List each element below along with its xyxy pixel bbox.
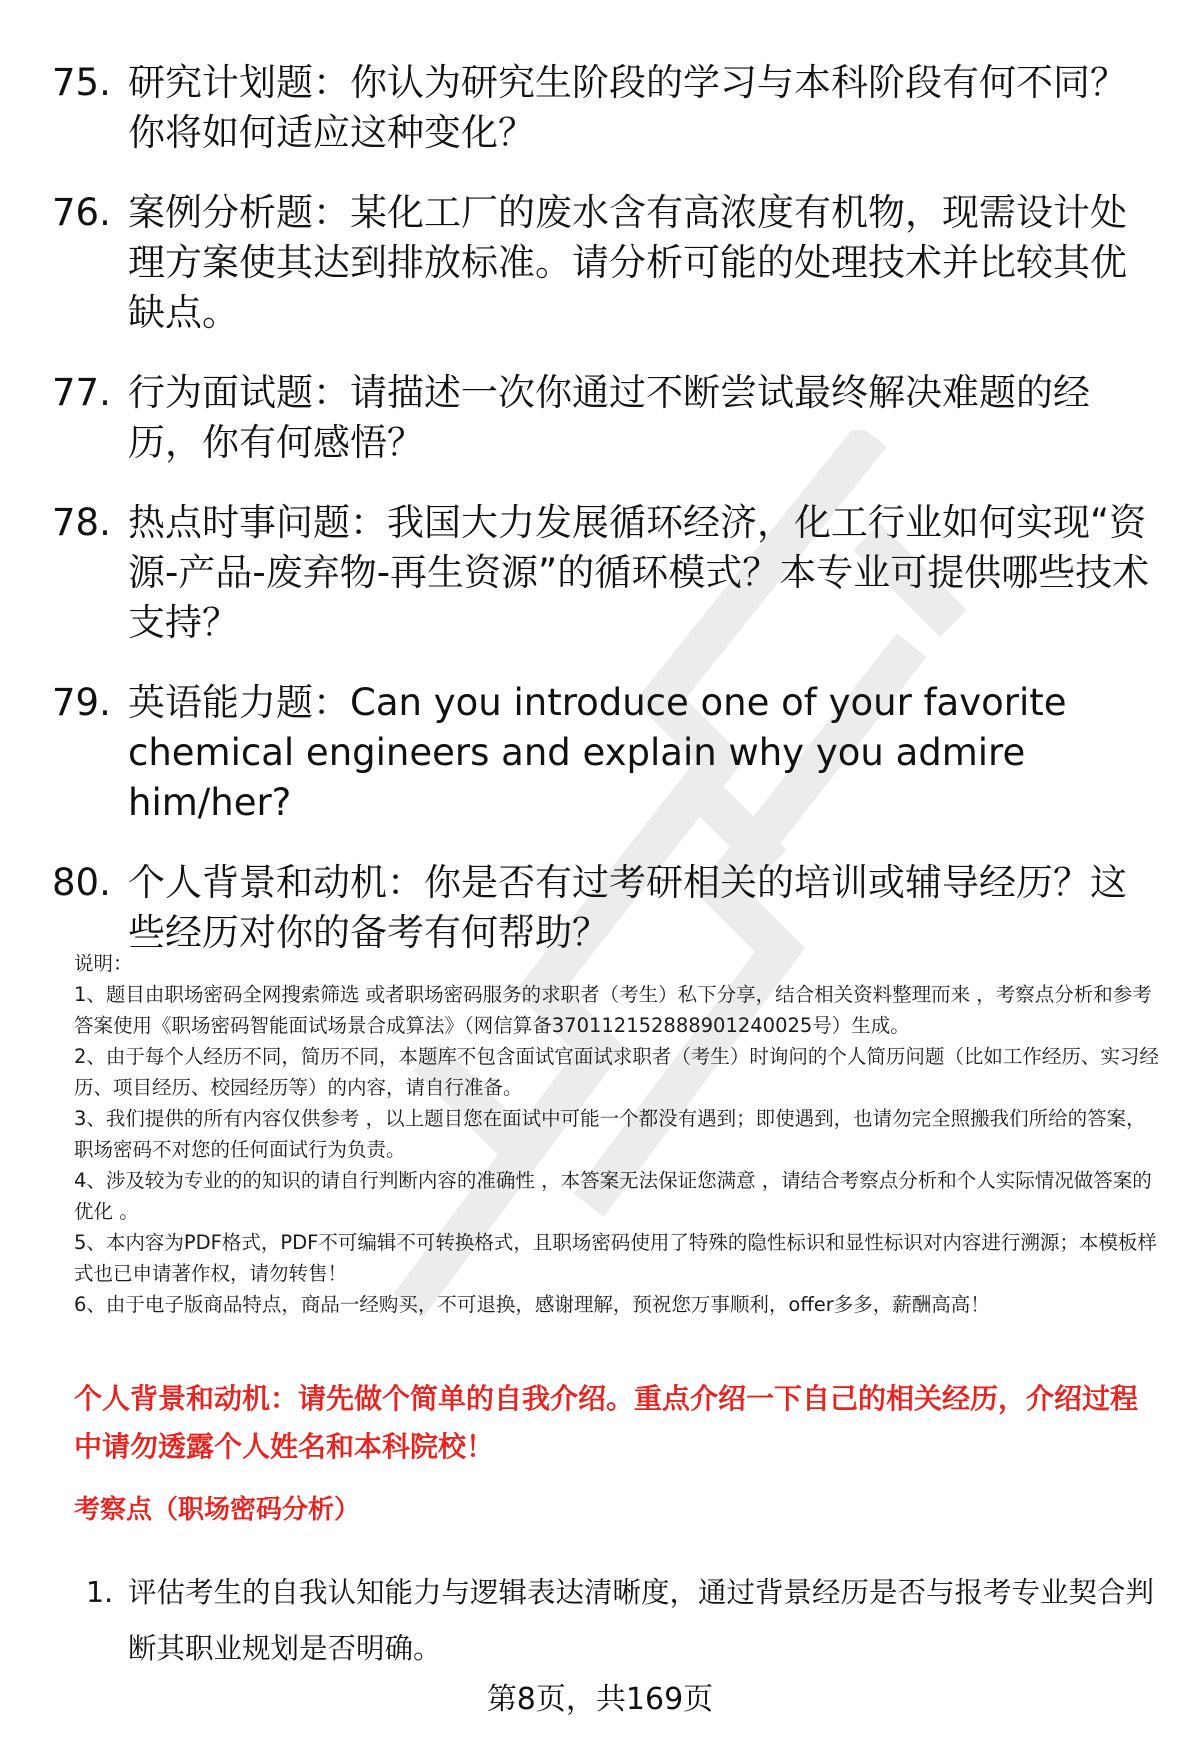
question-number: 78. bbox=[52, 501, 111, 544]
answer-point-text: 评估考生的自我认知能力与逻辑表达清晰度，通过背景经历是否与报考专业契合判断其职业规划是否明确。 bbox=[128, 1576, 1155, 1665]
notes-heading: 说明： bbox=[74, 952, 133, 975]
question-number: 80. bbox=[52, 861, 111, 904]
question-item bbox=[52, 498, 1162, 648]
question-text: 英语能力题：Can you introduce one of your favorite chemical engineers and explain why you admire him/her? bbox=[128, 681, 1067, 824]
question-item bbox=[52, 368, 1162, 468]
question-item bbox=[52, 678, 1162, 828]
section-title: 考察点（职场密码分析） bbox=[74, 1495, 361, 1525]
question-text: 热点时事问题：我国大力发展循环经济，化工行业如何实现“资源-产品-废弃物-再生资源”的循环模式？本专业可提供哪些技术支持？ bbox=[128, 501, 1150, 644]
question-number: 75. bbox=[52, 61, 111, 104]
question-item bbox=[52, 188, 1162, 338]
question-text: 案例分析题：某化工厂的废水含有高浓度有机物，现需设计处理方案使其达到排放标准。请分析可能的处理技术并比较其优缺点。 bbox=[128, 191, 1127, 334]
note-item: 2、由于每个人经历不同，简历不同，本题库不包含面试官面试求职者（考生）时询问的个人简历问题（比如工作经历、实习经历、项目经历、校园经历等）的内容，请自行准备。 bbox=[74, 1045, 1159, 1099]
note-item: 3、我们提供的所有内容仅供参考 ，以上题目您在面试中可能一个都没有遇到；即使遇到，也请勿完全照搬我们所给的答案，职场密码不对您的任何面试行为负责。 bbox=[74, 1107, 1146, 1161]
question-item bbox=[52, 858, 1162, 958]
note-item: 6、由于电子版商品特点，商品一经购买，不可退换，感谢理解，预祝您万事顺利，offer多多，薪酬高高！ bbox=[74, 1293, 990, 1316]
notes-section bbox=[74, 948, 1164, 1320]
answer-point-item bbox=[86, 1565, 1156, 1677]
question-number: 77. bbox=[52, 371, 111, 414]
question-number: 79. bbox=[52, 681, 111, 724]
question-text: 行为面试题：请描述一次你通过不断尝试最终解决难题的经历，你有何感悟？ bbox=[128, 371, 1090, 464]
highlighted-question: 个人背景和动机：请先做个简单的自我介绍。重点介绍一下自己的相关经历，介绍过程中请勿透露个人姓名和本科院校！ bbox=[74, 1382, 1139, 1463]
note-item: 4、涉及较为专业的的知识的请自行判断内容的准确性 ，本答案无法保证您满意 ，请结合考察点分析和个人实际情况做答案的优化 。 bbox=[74, 1169, 1152, 1223]
note-item: 5、本内容为PDF格式，PDF不可编辑不可转换格式，且职场密码使用了特殊的隐性标识和显性标识对内容进行溯源；本模板样式也已申请著作权，请勿转售！ bbox=[74, 1231, 1157, 1285]
question-list bbox=[52, 58, 1162, 988]
question-item bbox=[52, 58, 1162, 158]
question-text: 研究计划题：你认为研究生阶段的学习与本科阶段有何不同？你将如何适应这种变化？ bbox=[128, 61, 1127, 154]
note-item: 1、题目由职场密码全网搜索筛选 或者职场密码服务的求职者（考生）私下分享，结合相关资料整理而来 ，考察点分析和参考答案使用《职场密码智能面试场景合成算法》（网信算备370112152888901240025号）生成。 bbox=[74, 983, 1152, 1037]
question-text: 个人背景和动机：你是否有过考研相关的培训或辅导经历？这些经历对你的备考有何帮助？ bbox=[128, 861, 1127, 954]
page-footer: 第8页，共169页 bbox=[486, 1682, 714, 1717]
answer-point-number: 1. bbox=[86, 1576, 114, 1609]
question-number: 76. bbox=[52, 191, 111, 234]
